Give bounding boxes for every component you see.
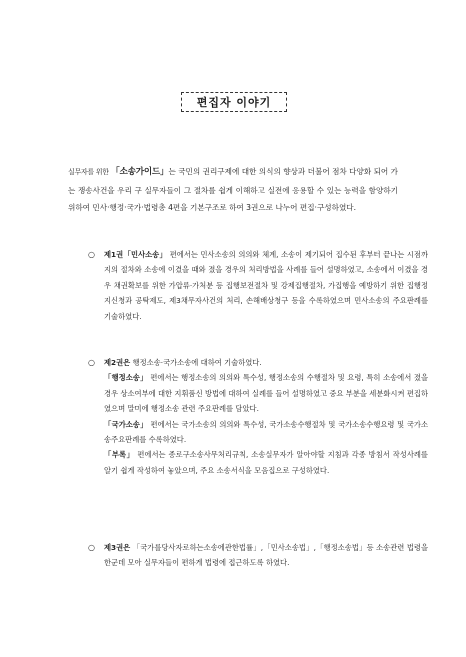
section-volume-2	[88, 355, 428, 478]
title-box	[181, 92, 287, 112]
subsection-text: 편에서는 국가소송의 의의와 특수성, 국가소송수행절차 및 국가소송수행요령 및 국가소송주요판례를 수록하였다.	[104, 419, 428, 445]
subsection-appendix	[88, 447, 428, 478]
intro-lead: 실무자를 위한	[68, 168, 109, 176]
subsection-tag: 「행정소송」	[104, 373, 148, 383]
subsection-text: 편에서는 행정소송의 의의와 특수성, 행정소송의 수행절차 및 요령, 특히 소송에서 졌을 경우 상소여부에 대한 지휘품신 방법에 대하여 실례를 들어 설명하였고 중요 부분을 세분화시켜 편집하였으며 말미에 행정소송 관련 주요판례를 담았다.	[104, 373, 428, 414]
intro-text: 는 국민의 권리구제에 대한 의식의 향상과 더불어 점차 다양화 되어 가는 쟁송사건을 우리 구 실무자들이 그 절차를 쉽게 이해하고 실전에 응용할 수 있는 능력을 함양하기 위하여 민사·행정·국가·법령총 4편을 기본구조로 하여 3권으로 나누어 편집·구성하였다.	[68, 167, 398, 212]
section-volume-3	[88, 540, 428, 571]
section-lead: 제1권「민사소송」	[104, 250, 168, 259]
subsection-tag: 「부록」	[104, 450, 135, 460]
bullet-icon: ○	[88, 250, 95, 259]
section-text: 행정소송·국가소송에 대하여 기술하였다.	[132, 358, 262, 367]
section-text: 편에서는 민사소송의 의의와 체계, 소송이 제기되어 집수된 후부터 끝나는 시점까지의 절차와 소송에 이겼을 때와 졌을 경우의 처리방법을 사례를 들어 설명하였고, 소송에서 이겼을 경우 채권확보를 위한 가압류·가처분 등 집행보전절차 및 강제집행절차, 가집행을 예방하기 위한 집행정지신청과 공탁제도, 제3채무자사건의 처리, 손해배상청구 등을 수록하였으며 민사소송의 주요판례를 기술하였다.	[104, 250, 428, 321]
section-lead: 제2권은	[104, 358, 131, 367]
section-text: 「국가를당사자로하는소송에관한법률」,「민사소송법」,「행정소송법」등 소송관련 법령을 한군데 모아 실무자들이 편하게 법령에 접근하도록 하였다.	[104, 543, 428, 568]
section-volume-1	[88, 247, 428, 324]
intro-brand: 「소송가이드」	[111, 167, 169, 177]
section-lead: 제3권은	[104, 543, 131, 552]
subsection-administrative	[88, 370, 428, 416]
page-title: 편집자 이야기	[196, 96, 272, 109]
subsection-text: 편에서는 종로구소송사무처리규칙, 소송실무자가 알아야할 지침과 각종 방침서 작성사례를 알기 쉽게 작성하여 놓았으며, 주요 소송서식을 모음집으로 구성하였다.	[104, 450, 428, 475]
intro-paragraph	[68, 163, 398, 217]
bullet-icon: ○	[88, 543, 95, 552]
subsection-tag: 「국가소송」	[104, 419, 148, 429]
bullet-icon: ○	[88, 358, 95, 367]
subsection-national	[88, 417, 428, 448]
